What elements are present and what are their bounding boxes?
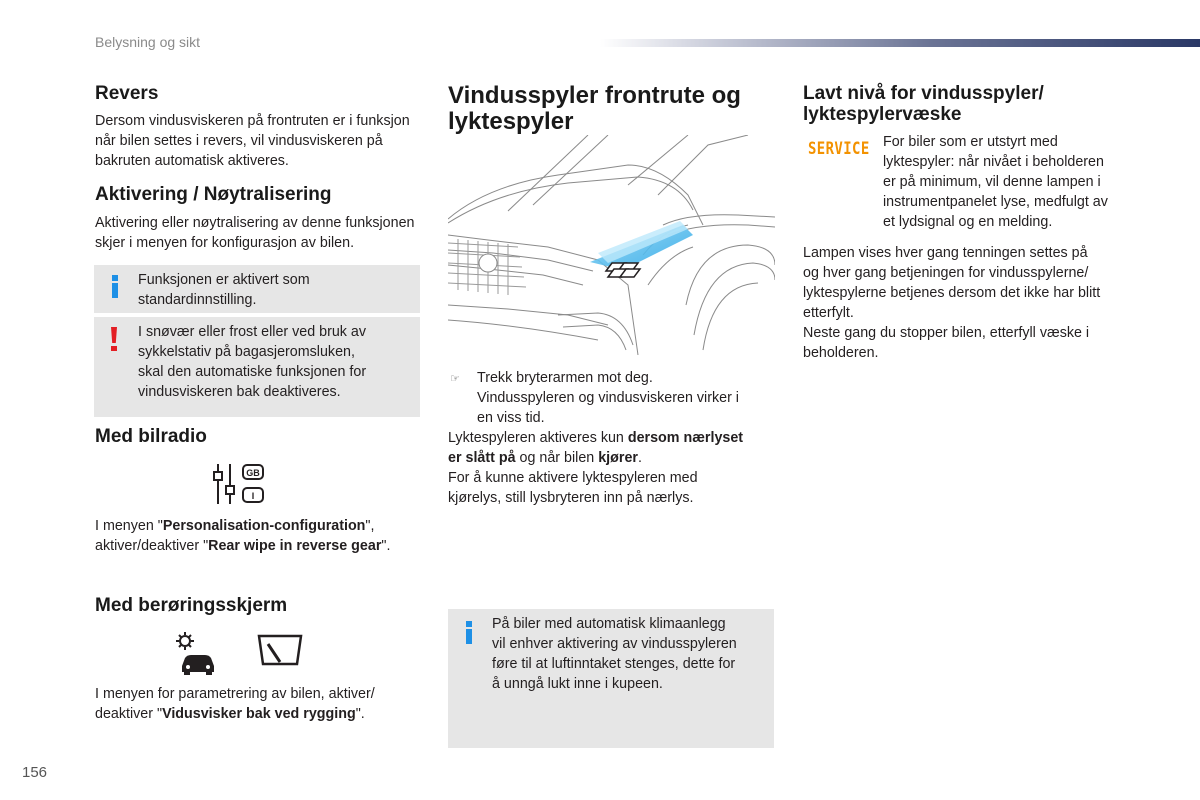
text-part: og når bilen xyxy=(515,450,599,466)
heading-line: Lavt nivå for vindusspyler/ xyxy=(803,83,1044,104)
revers-text xyxy=(95,111,410,171)
text-part: deaktiver " xyxy=(95,706,163,722)
aktivering-heading: Aktivering / Nøytralisering xyxy=(95,184,332,205)
rear-wiper-icon xyxy=(256,632,304,668)
bilradio-text xyxy=(95,516,390,556)
text-line: Trekk bryterarmen mot deg. xyxy=(477,370,653,386)
text-part: ", xyxy=(365,518,375,534)
text-line: en viss tid. xyxy=(477,410,545,426)
header-bar xyxy=(600,39,1200,47)
text-part: I menyen " xyxy=(95,518,163,534)
service-warning-icon: SERVICE xyxy=(808,139,870,159)
text-line: På biler med automatisk klimaanlegg xyxy=(492,616,726,632)
bold-text: kjører xyxy=(598,450,638,466)
level-heading xyxy=(803,84,1044,126)
warning-icon xyxy=(109,327,119,351)
climate-note-text xyxy=(492,614,737,694)
text-line: For biler som er utstyrt med xyxy=(883,134,1058,150)
text-line: et lydsignal og en melding. xyxy=(883,214,1053,230)
text-line: når bilen settes i revers, vil vindusviskeren på xyxy=(95,133,383,149)
option-name: Rear wipe in reverse gear xyxy=(208,538,382,554)
bullet-text xyxy=(477,368,739,428)
gb-badge: GB xyxy=(246,468,260,478)
info-icon xyxy=(465,621,473,644)
heading-line: Vindusspyler frontrute og xyxy=(448,82,741,109)
text-line xyxy=(448,428,778,448)
main-heading xyxy=(448,83,741,135)
text-line: Aktivering eller nøytralisering av denne funksjonen xyxy=(95,215,415,231)
info-icon xyxy=(111,275,119,298)
text-line: standardinnstilling. xyxy=(138,292,257,308)
aktivering-text xyxy=(95,213,414,253)
text-line: sykkelstativ på bagasjeromsluken, xyxy=(138,344,355,360)
car-front-illustration xyxy=(448,135,775,355)
text-line: I snøvær eller frost eller ved bruk av xyxy=(138,324,367,340)
text-line: vindusviskeren bak deaktiveres. xyxy=(138,384,341,400)
i-badge: I xyxy=(251,491,255,501)
car-settings-icon xyxy=(170,630,220,676)
info-note xyxy=(94,265,420,313)
text-line: For å kunne aktivere lyktespyleren med xyxy=(448,470,698,486)
text-line xyxy=(95,704,375,724)
text-line xyxy=(448,448,778,468)
text-line: I menyen for parametrering av bilen, aktiver/ xyxy=(95,686,375,702)
text-line: å unngå lukt inne i kupeen. xyxy=(492,676,663,692)
lyktespyler-text xyxy=(448,428,778,508)
lamp-text xyxy=(803,243,1100,363)
text-line: er på minimum, vil denne lampen i xyxy=(883,174,1101,190)
text-line: skjer i menyen for konfigurasjon av bilen. xyxy=(95,235,355,251)
section-label: Belysning og sikt xyxy=(95,34,201,50)
touchscreen-text xyxy=(95,684,375,724)
climate-info-note xyxy=(448,609,774,748)
text-line: lyktespylerne betjenes dersom det ikke har blitt xyxy=(803,285,1101,301)
text-line: Funksjonen er aktivert som xyxy=(138,272,310,288)
text-line xyxy=(95,516,390,536)
bold-text: dersom nærlyset xyxy=(627,430,744,446)
text-part: aktiver/deaktiver " xyxy=(95,538,209,554)
text-line: lyktespyler: når nivået i beholderen xyxy=(883,154,1104,170)
text-line: og hver gang betjeningen for vindusspylerne/ xyxy=(803,265,1089,281)
warning-note xyxy=(94,317,420,417)
text-line: etterfylt. xyxy=(803,305,854,321)
service-text xyxy=(883,132,1108,232)
text-part: Lyktespyleren aktiveres kun xyxy=(448,430,628,446)
menu-name: Personalisation-configuration xyxy=(162,518,366,534)
revers-heading: Revers xyxy=(95,83,159,104)
text-part: . xyxy=(637,450,642,466)
text-line: kjørelys, still lysbryteren inn på nærlys. xyxy=(448,490,694,506)
text-line: Vindusspyleren og vindusviskeren virker i xyxy=(477,390,739,406)
heading-line: lyktespyler xyxy=(448,107,574,135)
text-line: instrumentpanelet lyse, medfulgt av xyxy=(883,194,1108,210)
text-line: Neste gang du stopper bilen, etterfyll væske i xyxy=(803,325,1090,341)
text-part: ". xyxy=(381,538,391,554)
text-line: Lampen vises hver gang tenningen settes på xyxy=(803,245,1088,261)
bold-text: er slått på xyxy=(448,450,516,466)
text-line: vil enhver aktivering av vindusspyleren xyxy=(492,636,737,652)
radio-settings-icon xyxy=(210,460,270,510)
info-note-text xyxy=(138,270,310,310)
text-line: bakruten automatisk aktiveres. xyxy=(95,153,289,169)
text-part: ". xyxy=(355,706,365,722)
heading-line: lyktespylervæske xyxy=(803,103,962,125)
bilradio-heading: Med bilradio xyxy=(95,426,207,447)
option-name: Vidusvisker bak ved rygging xyxy=(162,706,356,722)
touchscreen-heading: Med berøringsskjerm xyxy=(95,595,288,616)
text-line: føre til at luftinntaket stenges, dette for xyxy=(492,656,736,672)
text-line xyxy=(95,536,390,556)
pointing-hand-icon: ☞ xyxy=(450,373,460,385)
page-number: 156 xyxy=(22,764,48,781)
text-line: skal den automatiske funksjonen for xyxy=(138,364,367,380)
text-line: beholderen. xyxy=(803,345,879,361)
text-line: Dersom vindusviskeren på frontruten er i funksjon xyxy=(95,113,410,129)
warning-note-text xyxy=(138,322,366,402)
